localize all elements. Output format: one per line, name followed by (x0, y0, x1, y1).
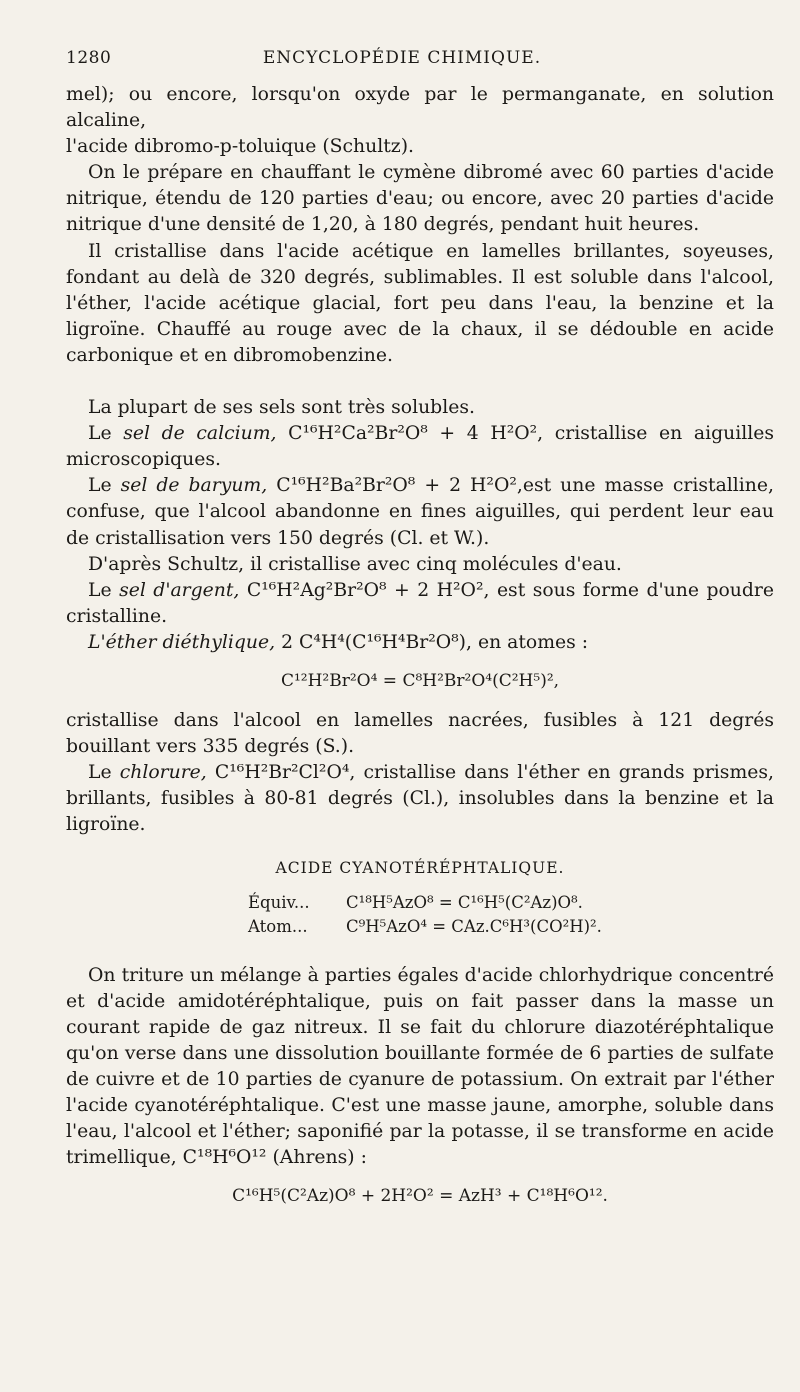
formula-atom: C⁹H⁵AzO⁴ = CAz.C⁶H³(CO²H)². (346, 916, 602, 936)
formula-table (248, 891, 774, 939)
formula-calcium: C¹⁶H²Ca²Br²O⁸ + 4 H²O² (288, 423, 538, 445)
equation-ether: C¹²H²Br²O⁴ = C⁸H²Br²O⁴(C²H⁵)², (280, 670, 560, 691)
formula-chlorure: C¹⁶H²Br²Cl²O⁴ (214, 762, 350, 784)
paragraph-properties: Il cristallise dans l'acide acétique en lamelles brillantes, soyeuses, fondant au delà de 320 degrés, sublimables. Il est soluble dans l'alcool, l'éther, l'acide acétique glacial, fort peu dans l'eau, la benzine et la ligroïne. Chauffé au rouge avec de la chaux, il se dédouble en acide carbonique et en dibromobenzine. (66, 240, 774, 366)
paragraph-calcium: Le sel de calcium, C¹⁶H²Ca²Br²O⁸ + 4 H²O², cristallise en aiguilles microscopiques. (66, 423, 774, 471)
paragraph-salts: La plupart de ses sels sont très solubles. (88, 397, 475, 419)
formula-baryum: C¹⁶H²Ba²Br²O⁸ + 2 H²O² (276, 475, 517, 497)
paragraph-ether: L'éther diéthylique, 2 C⁴H⁴(C¹⁶H⁴Br²O⁸), en atomes : (88, 631, 589, 653)
equation-final: C¹⁶H⁵(C²Az)O⁸ + 2H²O² = AzH³ + C¹⁸H⁶O¹². (232, 1186, 608, 1207)
paragraph-chlorure: Le chlorure, C¹⁶H²Br²Cl²O⁴, cristallise dans l'éther en grands prismes, brillants, fusibles à 80-81 degrés (Cl.), insolubles dans la benzine et la ligroïne. (66, 762, 774, 836)
paragraph-schultz: D'après Schultz, il cristallise avec cinq molécules d'eau. (88, 553, 622, 575)
paragraph-ether-properties: cristallise dans l'alcool en lamelles nacrées, fusibles à 121 degrés bouillant vers 335 degrés (S.). (66, 710, 774, 758)
formula-equiv: C¹⁸H⁵AzO⁸ = C¹⁶H⁵(C²Az)O⁸. (346, 892, 583, 912)
term-argent: sel d'argent, (119, 579, 240, 601)
formula-row-atom (248, 915, 774, 939)
paragraph-argent: Le sel d'argent, C¹⁶H²Ag²Br²O⁸ + 2 H²O², est sous forme d'une poudre cristalline. (66, 579, 774, 627)
page-number: 1280 (66, 48, 112, 68)
formula-ether: 2 C⁴H⁴(C¹⁶H⁴Br²O⁸) (281, 631, 467, 653)
formula-label: Équiv... (248, 892, 310, 912)
formula-argent: C¹⁶H²Ag²Br²O⁸ + 2 H²O² (246, 579, 484, 601)
paragraph-line: mel); ou encore, lorsqu'on oxyde par le permanganate, en solution alcaline, (66, 84, 774, 132)
section-heading: ACIDE CYANOTÉRÉPHTALIQUE. (275, 858, 565, 877)
term-baryum: sel de baryum, (120, 475, 268, 497)
page-header (66, 48, 774, 82)
term-chlorure: chlorure, (119, 762, 207, 784)
formula-trimellique: C¹⁸H⁶O¹² (182, 1147, 267, 1169)
paragraph-preparation: On le prépare en chauffant le cymène dibromé avec 60 parties d'acide nitrique, étendu de 120 parties d'eau; ou encore, avec 20 parties d'acide nitrique d'une densité de 1,20, à 180 degrés, pendant huit heures. (66, 162, 774, 236)
term-ether: L'éther diéthylique, (88, 631, 276, 653)
body-text (66, 82, 774, 1209)
paragraph-baryum: Le sel de baryum, C¹⁶H²Ba²Br²O⁸ + 2 H²O²,est une masse cristalline, confuse, que l'alcool abandonne en fines aiguilles, qui perdent leur eau de cristallisation vers 150 degrés (Cl. et W.). (66, 475, 774, 549)
paragraph-synthesis: On triture un mélange à parties égales d'acide chlorhydrique concentré et d'acide amidotéréphtalique, puis on fait passer dans la masse un courant rapide de gaz nitreux. Il se fait du chlorure diazotéréphtalique qu'on verse dans une dissolution bouillante formée de 6 parties de sulfate de cuivre et de 10 parties de cyanure de potassium. On extrait par l'éther l'acide cyanotéréphtalique. C'est une masse jaune, amorphe, soluble dans l'eau, l'alcool et l'éther; saponifié par la potasse, il se transforme en acide trimellique, C¹⁸H⁶O¹² (Ahrens) : (66, 964, 774, 1169)
formula-label: Atom... (248, 916, 308, 936)
paragraph-line: l'acide dibromo-p-toluique (Schultz). (66, 136, 414, 158)
term-calcium: sel de calcium, (123, 423, 277, 445)
running-title: ENCYCLOPÉDIE CHIMIQUE. (262, 48, 542, 68)
formula-row-equiv (248, 891, 774, 915)
